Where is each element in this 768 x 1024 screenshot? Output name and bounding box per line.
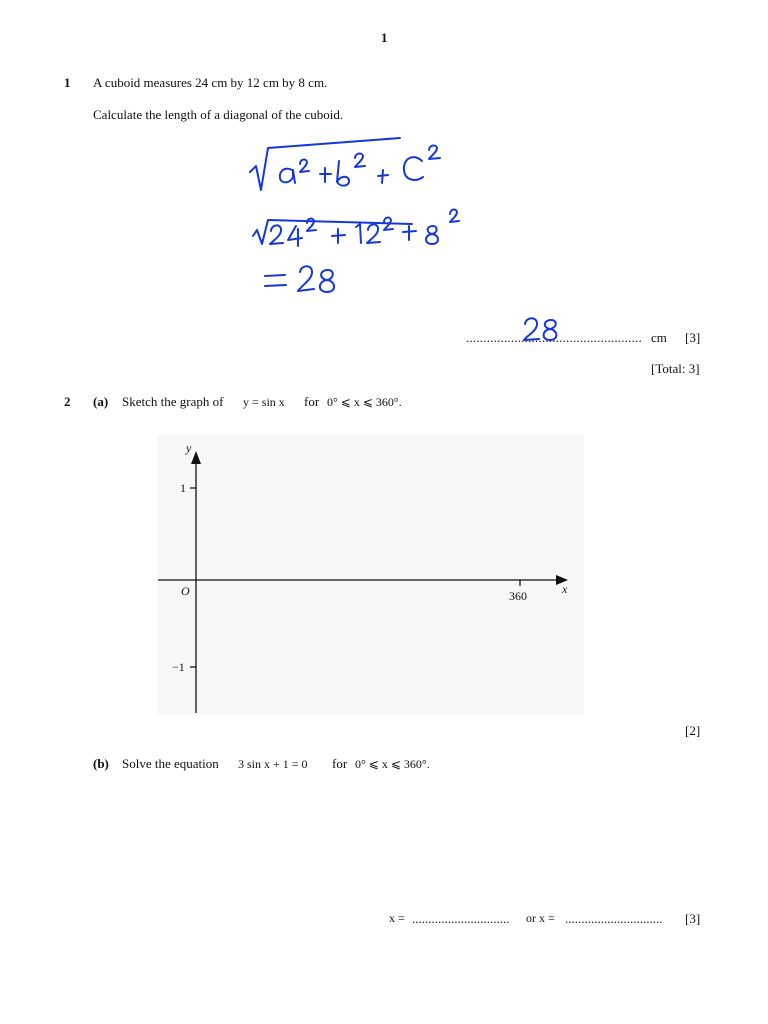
question-2-number: 2 bbox=[64, 394, 71, 409]
question-1-marks: [3] bbox=[685, 330, 701, 345]
question-1-number: 1 bbox=[64, 75, 71, 90]
question-2a-for: for bbox=[304, 394, 320, 409]
question-1-statement: A cuboid measures 24 cm by 12 cm by 8 cm. bbox=[93, 75, 328, 90]
graph-y-label: y bbox=[186, 441, 192, 455]
question-1-total: [Total: 3] bbox=[651, 361, 700, 376]
question-1-answer-dots[interactable]: ................................................... bbox=[466, 330, 642, 345]
question-2a-marks: [2] bbox=[685, 723, 701, 738]
question-2b-range: 0° ⩽ x ⩽ 360°. bbox=[355, 757, 430, 771]
question-2b-x1-label: x = bbox=[389, 911, 405, 925]
y-axis-arrow bbox=[191, 451, 201, 464]
question-2b-equation: 3 sin x + 1 = 0 bbox=[238, 757, 308, 771]
question-2b-or-label: or x = bbox=[526, 911, 555, 925]
question-2b-answer-1[interactable]: .............................. bbox=[412, 911, 510, 926]
question-2b-for: for bbox=[332, 756, 348, 771]
question-2a-equation: y = sin x bbox=[243, 395, 285, 409]
question-1-answer-unit: cm bbox=[651, 330, 667, 345]
page-number: 1 bbox=[381, 30, 388, 45]
question-2a-text: Sketch the graph of bbox=[122, 394, 224, 409]
graph-x-label: x bbox=[562, 582, 568, 596]
graph-tick-label-360: 360 bbox=[509, 589, 527, 603]
graph-tick-label-neg1: −1 bbox=[172, 660, 185, 674]
question-2b-marks: [3] bbox=[685, 911, 701, 926]
question-2b-label: (b) bbox=[93, 756, 109, 771]
question-2a-label: (a) bbox=[93, 394, 109, 409]
graph-tick-label-1: 1 bbox=[180, 481, 186, 495]
question-2b-text: Solve the equation bbox=[122, 756, 219, 771]
question-1-instruction: Calculate the length of a diagonal of the cuboid. bbox=[93, 107, 344, 122]
graph-origin-label: O bbox=[181, 584, 190, 598]
question-2a-range: 0° ⩽ x ⩽ 360°. bbox=[327, 395, 402, 409]
question-2b-answer-2[interactable]: .............................. bbox=[565, 911, 663, 926]
